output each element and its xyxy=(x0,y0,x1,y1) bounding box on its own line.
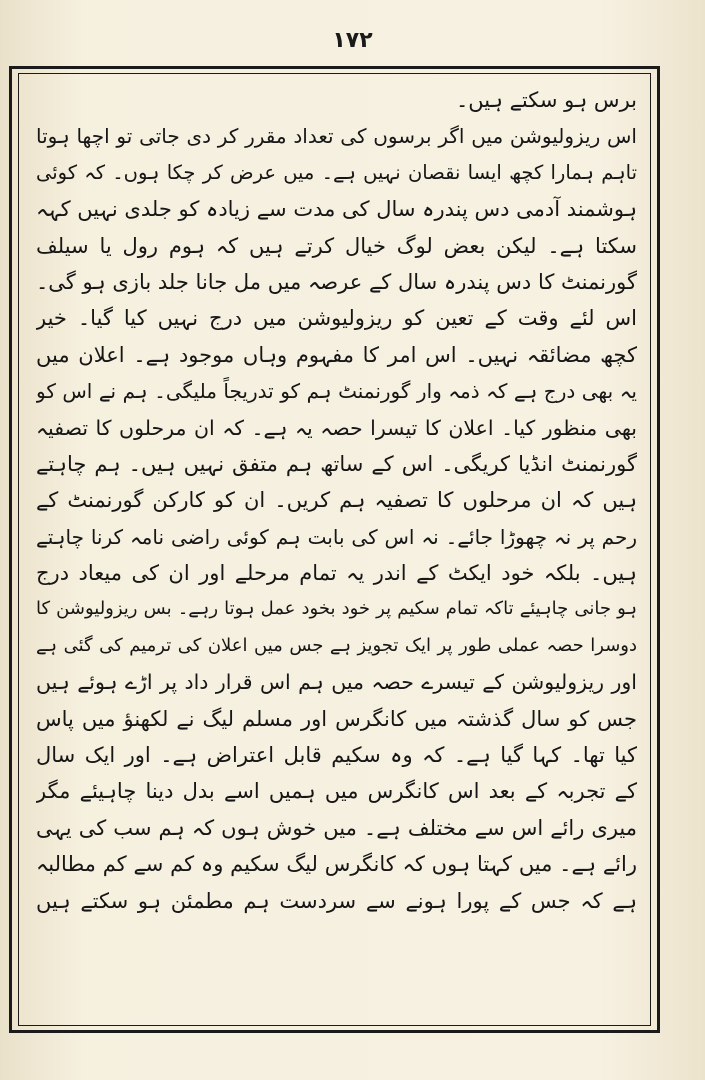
text-line: ہیں۔ بلکہ خود ایکٹ کے اندر یہ تمام مرحلے اور ان کی میعاد درج xyxy=(36,561,637,586)
text-line: ہے کہ جس کے پورا ہونے سے سردست ہم مطمئن ہو سکتے ہیں xyxy=(36,888,637,913)
text-line: گورنمنٹ کا دس پندرہ سال کے عرصہ میں مل جانا جلد بازی ہو گی۔ xyxy=(36,269,637,294)
text-line: برس ہو سکتے ہیں۔ xyxy=(455,88,637,112)
text-line: یہ بھی درج ہے کہ ذمہ وار گورنمنٹ ہم کو تدریجاً ملیگی۔ ہم نے اس کو xyxy=(36,379,637,404)
text-line: اس ریزولیوشن میں اگر برسوں کی تعداد مقرر کر دی جاتی تو اچھا ہوتا xyxy=(36,124,637,149)
text-line: گورنمنٹ انڈیا کریگی۔ اس کے ساتھ ہم متفق نہیں ہیں۔ ہم چاہتے xyxy=(36,451,637,476)
text-line: ہیں کہ ان مرحلوں کا تصفیہ ہم کریں۔ ان کو کارکن گورنمنٹ کے xyxy=(36,488,637,513)
text-line: کچھ مضائقہ نہیں۔ اس امر کا مفہوم وہاں موجود ہے۔ اعلان میں xyxy=(36,342,637,367)
text-line: جس کو سال گذشتہ میں کانگرس اور مسلم لیگ نے لکھنؤ میں پاس xyxy=(36,706,637,731)
text-line: اور ریزولیوشن کے تیسرے حصہ میں ہم اس قرار داد پر اڑے ہوئے ہیں xyxy=(36,670,637,695)
page-number: ۱۷۲ xyxy=(332,28,373,53)
text-line: تاہم ہمارا کچھ ایسا نقصان نہیں ہے۔ میں عرض کر چکا ہوں۔ کہ کوئی xyxy=(36,160,637,184)
text-line: کے تجربہ کے بعد اس کانگرس میں ہمیں اسے بدل دینا چاہیئے مگر xyxy=(36,779,637,804)
text-line: ہو جانی چاہیئے تاکہ تمام سکیم پر خود بخود عمل ہوتا رہے۔ بس ریزولیوشن کا xyxy=(36,598,637,620)
text-line: رحم پر نہ چھوڑا جائے۔ نہ اس کی بابت ہم کوئی راضی نامہ کرنا چاہتے xyxy=(36,524,637,549)
text-line: اس لئے وقت کے تعین کو ریزولیوشن میں درج نہیں کیا گیا۔ خیر xyxy=(36,306,637,331)
urdu-text-body xyxy=(36,82,637,1022)
text-line: سکتا ہے۔ لیکن بعض لوگ خیال کرتے ہیں کہ ہوم رول یا سیلف xyxy=(36,233,637,258)
text-line: میری رائے اس سے مختلف ہے۔ میں خوش ہوں کہ ہم سب کی یہی xyxy=(36,815,637,840)
text-line: ہوشمند آدمی دس پندرہ سال کی مدت سے زیادہ کو جلدی نہیں کہہ xyxy=(36,197,637,222)
text-line: رائے ہے۔ میں کہتا ہوں کہ کانگرس لیگ سکیم وہ کم سے کم مطالبہ xyxy=(36,852,637,877)
text-line: کیا تھا۔ کہا گیا ہے۔ کہ وہ سکیم قابل اعتراض ہے۔ اور ایک سال xyxy=(36,743,637,768)
text-line: بھی منظور کیا۔ اعلان کا تیسرا حصہ یہ ہے۔ کہ ان مرحلوں کا تصفیہ xyxy=(36,415,637,440)
text-line: دوسرا حصہ عملی طور پر ایک تجویز ہے جس میں اعلان کی ترمیم کی گئی ہے xyxy=(36,634,637,656)
